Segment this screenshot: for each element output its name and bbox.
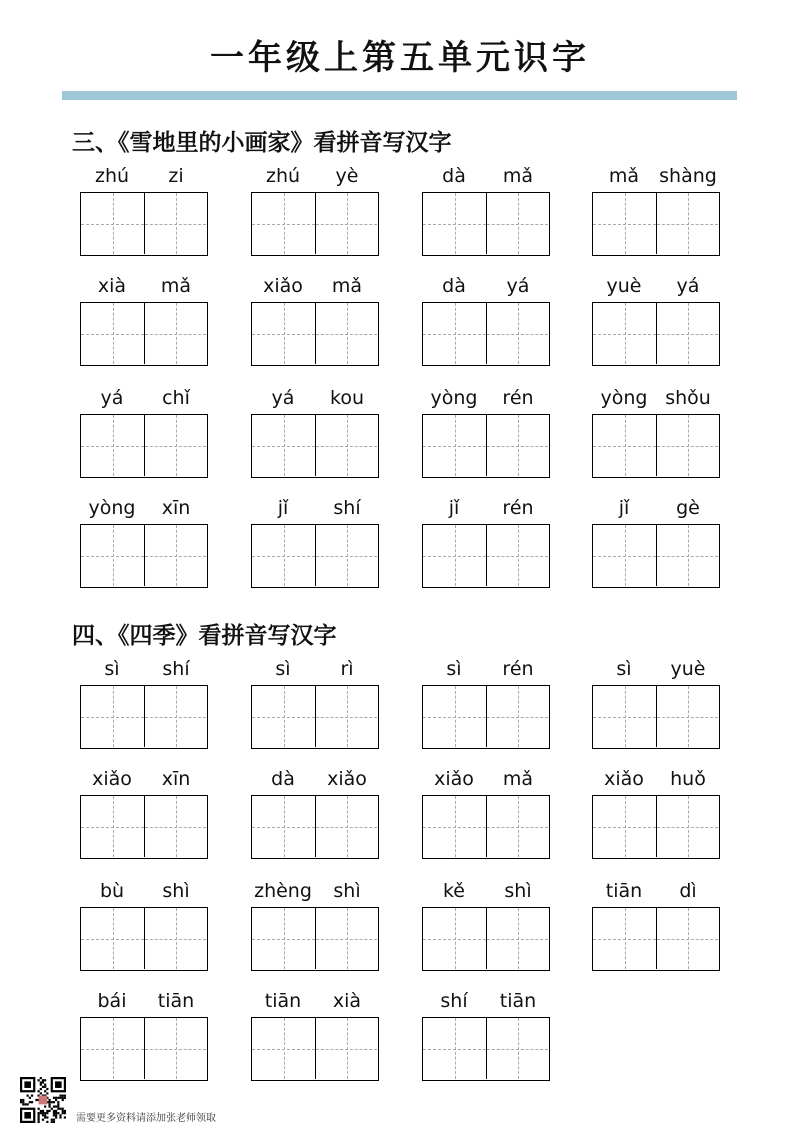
pinyin-label: yuè (606, 275, 642, 297)
tianzige-cell[interactable] (252, 303, 316, 364)
tianzige-box-pair[interactable] (592, 795, 720, 859)
pinyin-label: zhú (94, 165, 130, 187)
tianzige-cell[interactable] (423, 908, 487, 969)
tianzige-cell[interactable] (81, 686, 145, 747)
pinyin-label: xiǎo (263, 275, 303, 297)
word-item (251, 767, 379, 867)
tianzige-cell[interactable] (423, 796, 487, 857)
tianzige-cell[interactable] (316, 193, 377, 254)
tianzige-box-pair[interactable] (80, 524, 208, 588)
pinyin-label: gè (676, 497, 700, 519)
tianzige-cell[interactable] (423, 303, 487, 364)
tianzige-cell[interactable] (593, 303, 657, 364)
pinyin-label: shí (333, 497, 361, 519)
pinyin-label: rì (340, 658, 354, 680)
pinyin-label: rén (502, 658, 534, 680)
tianzige-cell[interactable] (145, 415, 206, 476)
word-item (422, 879, 550, 979)
tianzige-cell[interactable] (657, 525, 718, 586)
pinyin-label: xiǎo (604, 768, 644, 790)
pinyin-label: yá (506, 275, 530, 297)
word-item (251, 989, 379, 1089)
tianzige-cell[interactable] (487, 1018, 548, 1079)
pinyin-label: xià (97, 275, 127, 297)
tianzige-cell[interactable] (423, 686, 487, 747)
tianzige-box-pair[interactable] (592, 192, 720, 256)
word-row (80, 164, 730, 264)
pinyin-label: xīn (161, 497, 191, 519)
tianzige-cell[interactable] (252, 1018, 316, 1079)
pinyin-label: yòng (430, 387, 478, 409)
tianzige-cell[interactable] (423, 415, 487, 476)
tianzige-box-pair[interactable] (592, 907, 720, 971)
pinyin-label: tiān (605, 880, 643, 902)
tianzige-cell[interactable] (423, 1018, 487, 1079)
tianzige-box-pair[interactable] (251, 302, 379, 366)
pinyin-label: shí (440, 990, 468, 1012)
tianzige-box-pair[interactable] (251, 795, 379, 859)
word-row (80, 657, 730, 757)
tianzige-box-pair[interactable] (80, 795, 208, 859)
pinyin-label: shàng (659, 165, 717, 187)
pinyin-label: yuè (670, 658, 706, 680)
word-row (80, 386, 730, 486)
pinyin-label: sì (616, 658, 632, 680)
word-item (80, 657, 208, 757)
pinyin-label: tiān (157, 990, 195, 1012)
qr-code-icon (20, 1077, 66, 1123)
footer-note: 需要更多资料请添加张老师领取 (76, 1113, 216, 1124)
tianzige-box-pair[interactable] (592, 685, 720, 749)
tianzige-cell[interactable] (316, 303, 377, 364)
tianzige-cell[interactable] (657, 415, 718, 476)
pinyin-label: xīn (161, 768, 191, 790)
pinyin-label: dà (271, 768, 295, 790)
pinyin-label: chǐ (162, 387, 190, 409)
tianzige-cell[interactable] (657, 796, 718, 857)
pinyin-label: mǎ (331, 275, 363, 297)
tianzige-cell[interactable] (252, 686, 316, 747)
tianzige-box-pair[interactable] (251, 685, 379, 749)
pinyin-label: sì (275, 658, 291, 680)
pinyin-label: xià (332, 990, 362, 1012)
pinyin-label: yòng (600, 387, 648, 409)
word-item (251, 386, 379, 486)
pinyin-label: yòng (88, 497, 136, 519)
pinyin-label: mǎ (502, 768, 534, 790)
word-item (251, 164, 379, 264)
tianzige-cell[interactable] (316, 686, 377, 747)
pinyin-label: xiǎo (92, 768, 132, 790)
section-heading-3: 三、《雪地里的小画家》看拼音写汉字 (72, 129, 452, 156)
word-item (80, 386, 208, 486)
word-item (592, 164, 720, 264)
tianzige-cell[interactable] (145, 796, 206, 857)
tianzige-box-pair[interactable] (592, 302, 720, 366)
word-item (422, 767, 550, 867)
tianzige-cell[interactable] (487, 303, 548, 364)
pinyin-label: bù (99, 880, 125, 902)
pinyin-label: jǐ (448, 497, 460, 519)
tianzige-cell[interactable] (252, 908, 316, 969)
tianzige-box-pair[interactable] (422, 685, 550, 749)
pinyin-label: mǎ (160, 275, 192, 297)
word-item (422, 496, 550, 596)
tianzige-cell[interactable] (657, 303, 718, 364)
tianzige-cell[interactable] (252, 415, 316, 476)
word-row (80, 274, 730, 374)
word-item (422, 989, 550, 1089)
section-heading-4: 四、《四季》看拼音写汉字 (72, 622, 337, 649)
tianzige-cell[interactable] (487, 525, 548, 586)
tianzige-cell[interactable] (316, 908, 377, 969)
pinyin-label: shí (162, 658, 190, 680)
tianzige-box-pair[interactable] (80, 1017, 208, 1081)
word-item (592, 386, 720, 486)
word-row (80, 767, 730, 867)
word-item (422, 386, 550, 486)
word-row (80, 496, 730, 596)
pinyin-label: yè (335, 165, 359, 187)
word-item (422, 657, 550, 757)
word-item (251, 879, 379, 979)
word-item (80, 164, 208, 264)
tianzige-box-pair[interactable] (80, 192, 208, 256)
tianzige-cell[interactable] (657, 193, 718, 254)
word-item (422, 274, 550, 374)
pinyin-label: kou (330, 387, 364, 409)
pinyin-label: shǒu (665, 387, 711, 409)
tianzige-cell[interactable] (316, 796, 377, 857)
word-item (251, 496, 379, 596)
tianzige-cell[interactable] (487, 908, 548, 969)
pinyin-label: zhèng (254, 880, 312, 902)
word-item (592, 657, 720, 757)
pinyin-label: sì (446, 658, 462, 680)
pinyin-label: mǎ (608, 165, 640, 187)
tianzige-cell[interactable] (252, 193, 316, 254)
tianzige-box-pair[interactable] (80, 685, 208, 749)
tianzige-cell[interactable] (487, 193, 548, 254)
tianzige-cell[interactable] (145, 686, 206, 747)
tianzige-box-pair[interactable] (422, 302, 550, 366)
tianzige-box-pair[interactable] (251, 192, 379, 256)
pinyin-label: kě (442, 880, 465, 902)
pinyin-label: zhú (265, 165, 301, 187)
pinyin-label: tiān (499, 990, 537, 1012)
pinyin-label: bái (97, 990, 127, 1012)
word-item (592, 496, 720, 596)
tianzige-cell[interactable] (316, 1018, 377, 1079)
page-title: 一年级上第五单元识字 (210, 38, 590, 78)
word-item (592, 879, 720, 979)
pinyin-label: xiǎo (327, 768, 367, 790)
tianzige-box-pair[interactable] (80, 907, 208, 971)
word-item (251, 657, 379, 757)
tianzige-cell[interactable] (81, 908, 145, 969)
tianzige-box-pair[interactable] (251, 1017, 379, 1081)
tianzige-cell[interactable] (593, 193, 657, 254)
footer (20, 1077, 620, 1125)
tianzige-cell[interactable] (145, 303, 206, 364)
tianzige-box-pair[interactable] (422, 192, 550, 256)
tianzige-cell[interactable] (81, 525, 145, 586)
pinyin-label: mǎ (502, 165, 534, 187)
word-item (422, 164, 550, 264)
tianzige-box-pair[interactable] (251, 524, 379, 588)
pinyin-label: jǐ (618, 497, 630, 519)
pinyin-label: tiān (264, 990, 302, 1012)
pinyin-label: shì (333, 880, 361, 902)
tianzige-cell[interactable] (145, 908, 206, 969)
pinyin-label: shì (504, 880, 532, 902)
tianzige-cell[interactable] (487, 415, 548, 476)
pinyin-label: huǒ (670, 768, 706, 790)
pinyin-label: rén (502, 497, 534, 519)
tianzige-cell[interactable] (593, 415, 657, 476)
tianzige-box-pair[interactable] (422, 795, 550, 859)
word-item (80, 879, 208, 979)
tianzige-cell[interactable] (423, 525, 487, 586)
pinyin-label: yá (100, 387, 124, 409)
word-item (592, 274, 720, 374)
pinyin-label: sì (104, 658, 120, 680)
word-item (251, 274, 379, 374)
pinyin-label: rén (502, 387, 534, 409)
tianzige-box-pair[interactable] (80, 302, 208, 366)
pinyin-label: shì (162, 880, 190, 902)
pinyin-label: yá (676, 275, 700, 297)
tianzige-cell[interactable] (593, 525, 657, 586)
tianzige-cell[interactable] (81, 1018, 145, 1079)
word-item (80, 767, 208, 867)
tianzige-box-pair[interactable] (422, 907, 550, 971)
tianzige-box-pair[interactable] (592, 524, 720, 588)
tianzige-cell[interactable] (657, 686, 718, 747)
tianzige-box-pair[interactable] (422, 524, 550, 588)
tianzige-cell[interactable] (81, 193, 145, 254)
tianzige-cell[interactable] (81, 796, 145, 857)
tianzige-cell[interactable] (593, 908, 657, 969)
tianzige-cell[interactable] (487, 686, 548, 747)
tianzige-box-pair[interactable] (251, 414, 379, 478)
word-item (592, 767, 720, 867)
tianzige-cell[interactable] (145, 193, 206, 254)
pinyin-label: dà (442, 275, 466, 297)
pinyin-label: jǐ (277, 497, 289, 519)
tianzige-box-pair[interactable] (80, 414, 208, 478)
tianzige-cell[interactable] (145, 1018, 206, 1079)
tianzige-cell[interactable] (593, 686, 657, 747)
title-divider (62, 91, 737, 100)
pinyin-label: yá (271, 387, 295, 409)
word-item (80, 496, 208, 596)
tianzige-box-pair[interactable] (422, 1017, 550, 1081)
tianzige-cell[interactable] (145, 525, 206, 586)
tianzige-cell[interactable] (252, 796, 316, 857)
word-item (80, 274, 208, 374)
tianzige-cell[interactable] (316, 415, 377, 476)
pinyin-label: dà (442, 165, 466, 187)
tianzige-cell[interactable] (423, 193, 487, 254)
tianzige-box-pair[interactable] (592, 414, 720, 478)
tianzige-cell[interactable] (487, 796, 548, 857)
pinyin-label: xiǎo (434, 768, 474, 790)
word-item (80, 989, 208, 1089)
pinyin-label: zi (168, 165, 184, 187)
tianzige-cell[interactable] (657, 908, 718, 969)
word-row (80, 879, 730, 979)
tianzige-cell[interactable] (252, 525, 316, 586)
word-row (80, 989, 730, 1089)
pinyin-label: dì (679, 880, 697, 902)
tianzige-cell[interactable] (81, 415, 145, 476)
tianzige-cell[interactable] (316, 525, 377, 586)
tianzige-cell[interactable] (81, 303, 145, 364)
tianzige-cell[interactable] (593, 796, 657, 857)
tianzige-box-pair[interactable] (422, 414, 550, 478)
tianzige-box-pair[interactable] (251, 907, 379, 971)
